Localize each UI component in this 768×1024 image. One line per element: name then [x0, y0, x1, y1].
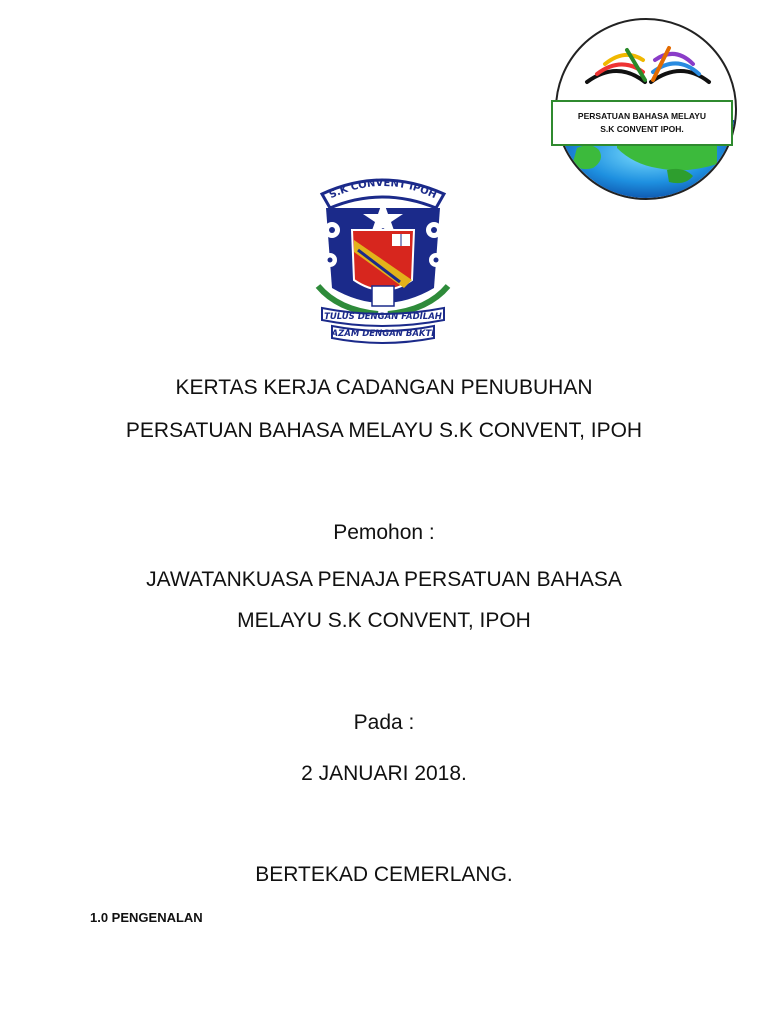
- slogan: BERTEKAD CEMERLANG.: [255, 863, 513, 886]
- date-value: 2 JANUARI 2018.: [301, 762, 467, 785]
- club-banner: [551, 100, 733, 146]
- title-line2: PERSATUAN BAHASA MELAYU S.K CONVENT, IPOH: [125, 419, 643, 442]
- crest-motto-line1: TULUS DENGAN FADILAH: [324, 312, 442, 322]
- club-name-line2: S.K CONVENT IPOH.: [600, 124, 684, 134]
- crest-motto-line2: AZAM DENGAN BAKTI: [331, 329, 435, 339]
- section-heading: 1.0 PENGENALAN: [90, 910, 203, 925]
- school-crest-emblem: [308, 168, 458, 348]
- title-line1: KERTAS KERJA CADANGAN PENUBUHAN: [175, 376, 593, 399]
- club-name-line1: PERSATUAN BAHASA MELAYU: [577, 111, 707, 121]
- applicant-line1: JAWATANKUASA PENAJA PERSATUAN BAHASA: [146, 568, 622, 591]
- date-label: Pada :: [353, 711, 415, 734]
- applicant-line2: MELAYU S.K CONVENT, IPOH: [237, 609, 531, 632]
- school-crest: [308, 168, 458, 348]
- crest-scroll-text: S.K CONVENT IPOH: [327, 177, 439, 202]
- club-logo: [555, 18, 737, 200]
- applicant-label: Pemohon :: [333, 521, 435, 544]
